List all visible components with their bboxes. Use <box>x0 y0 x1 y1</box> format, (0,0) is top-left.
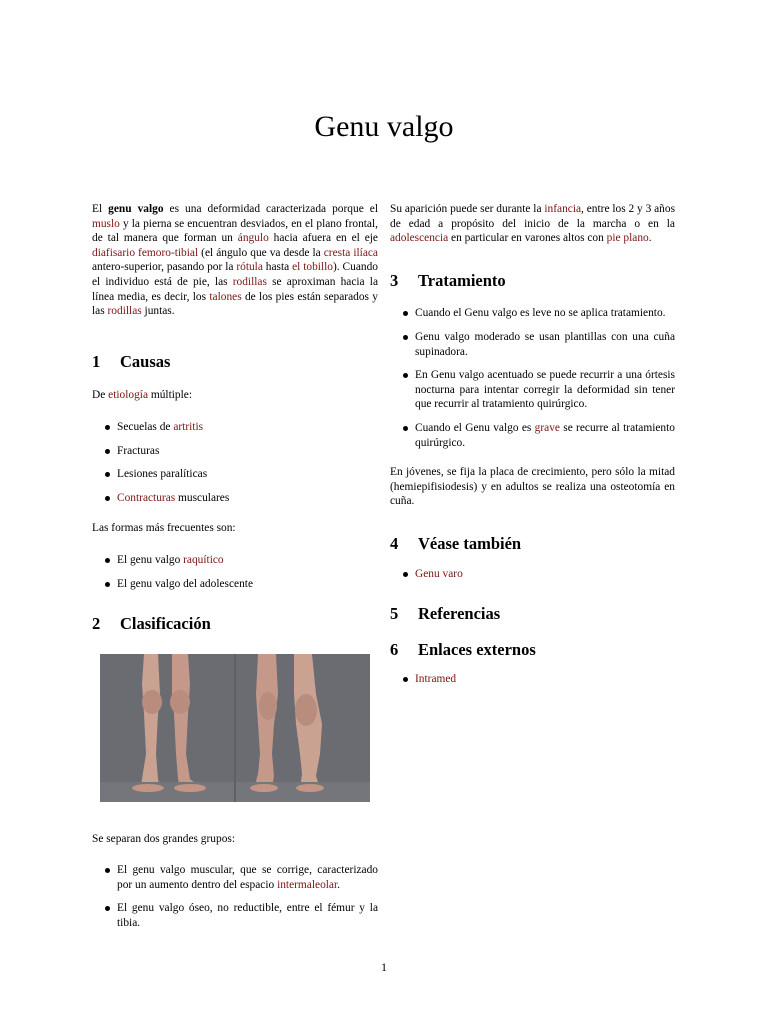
legs-image-left <box>100 654 234 802</box>
list-item <box>92 553 378 568</box>
wiki-link[interactable]: cresta ilíaca <box>323 246 378 259</box>
text-run: Cuando el Genu valgo es <box>415 421 535 434</box>
bullet-icon <box>105 906 110 911</box>
list-item <box>92 863 378 892</box>
bullet-icon <box>403 373 408 378</box>
list-item <box>92 577 378 592</box>
text-run: se recurre al tratamiento quirúrgico. <box>415 421 675 449</box>
section-heading-causas <box>92 351 378 371</box>
text-run: musculares <box>175 491 230 504</box>
vease-list <box>390 567 675 582</box>
page-number: 1 <box>381 960 387 974</box>
section-title: Véase también <box>418 533 522 553</box>
text-run: y la pierna se encuentran desviados, en el plano frontal, de tal manera que forman un <box>92 217 378 245</box>
section-title: Causas <box>120 351 171 371</box>
wiki-link[interactable]: muslo <box>92 217 120 230</box>
text-run: El genu valgo óseo, no reductible, entre el fémur y la tibia. <box>117 902 378 930</box>
section-number: 6 <box>390 639 399 659</box>
text-run: juntas. <box>141 305 175 318</box>
text-run: El <box>92 203 109 215</box>
wiki-link[interactable]: ángulo <box>237 232 269 245</box>
bullet-icon <box>105 558 110 563</box>
wiki-link[interactable]: Contracturas <box>117 491 176 504</box>
legs-photo <box>100 654 370 802</box>
text-run: Lesiones paralíticas <box>117 468 208 481</box>
bullet-icon <box>403 335 408 340</box>
bullet-icon <box>403 677 408 682</box>
text-run: Su aparición puede ser durante la <box>390 203 545 215</box>
wiki-link[interactable]: raquítico <box>183 553 224 566</box>
list-item <box>390 421 675 450</box>
list-item <box>92 901 378 930</box>
section-number: 1 <box>92 351 101 371</box>
wiki-link[interactable]: infancia <box>544 203 582 215</box>
section-title: Clasificación <box>120 614 211 634</box>
wiki-link[interactable]: diafisario femoro-tibial <box>92 246 199 259</box>
enlaces-list <box>390 672 675 687</box>
clasificacion-lead: Se separan dos grandes grupos: <box>92 832 235 845</box>
list-item <box>390 567 675 582</box>
wiki-link[interactable]: rodillas <box>107 305 142 318</box>
wiki-link[interactable]: talones <box>209 290 242 303</box>
list-item <box>390 672 675 687</box>
text-run: El genu valgo muscular, que se corrige, caracterizado por un aumento dentro del espacio <box>117 864 378 891</box>
bullet-icon <box>105 582 110 587</box>
frecuentes-list <box>92 553 378 591</box>
list-item <box>92 420 378 435</box>
text-run: (el ángulo que va desde la <box>198 246 324 259</box>
text-run: En Genu valgo acentuado se puede recurrir a una órtesis nocturna para intentar corregir la deformidad sin tener que recurrir al tratamiento quirúrgico. <box>415 369 675 411</box>
section-heading-vease <box>390 533 675 553</box>
section-number: 4 <box>390 533 399 553</box>
right-column <box>390 202 675 696</box>
section-heading-clasificacion <box>92 614 378 634</box>
text-run: , entre los 2 y 3 años de edad a propósito del inicio de la marcha o en la <box>390 203 676 230</box>
wiki-link[interactable]: grave <box>534 421 560 434</box>
causas-list <box>92 420 378 505</box>
bullet-icon <box>105 496 110 501</box>
intro-paragraph <box>92 202 378 319</box>
text-run: ). Cuando el individuo está de pie, las <box>92 261 378 288</box>
wiki-link[interactable]: el tobillo <box>292 261 333 274</box>
text-run: . <box>648 232 652 245</box>
causas-lead <box>92 388 378 403</box>
text-run: se aproximan hacia la línea media, es decir, los <box>92 275 378 303</box>
wiki-link[interactable]: Genu varo <box>415 567 463 580</box>
bullet-icon <box>105 425 110 430</box>
section-number: 5 <box>390 604 399 624</box>
section-number: 3 <box>390 270 399 290</box>
wiki-link[interactable]: Intramed <box>415 673 457 686</box>
text-run: hasta <box>262 261 293 274</box>
clasificacion-list <box>92 863 378 930</box>
frecuentes-lead: Las formas más frecuentes son: <box>92 522 236 535</box>
bullet-icon <box>105 449 110 454</box>
left-column <box>92 202 378 940</box>
text-run: El genu valgo <box>117 553 184 566</box>
list-item <box>92 491 378 506</box>
text-run: . <box>337 878 341 891</box>
text-run: múltiple: <box>148 389 192 402</box>
list-item <box>390 368 675 412</box>
text-run: Fracturas <box>117 444 160 457</box>
text-run: El genu valgo del adolescente <box>117 577 254 590</box>
tratamiento-after: En jóvenes, se fija la placa de crecimiento, pero sólo la mitad (hemiepifisiodesis) y en adultos se realiza una osteotomía en cuña. <box>390 466 675 508</box>
wiki-link[interactable]: pie plano <box>606 232 649 245</box>
text-run: en particular en varones altos con <box>448 232 607 245</box>
section-title: Enlaces externos <box>418 639 536 659</box>
page-title: Genu valgo <box>314 110 454 143</box>
wiki-link[interactable]: artritis <box>173 420 204 433</box>
text-run: Secuelas de <box>117 420 174 433</box>
aparicion-paragraph <box>390 202 675 246</box>
wiki-link[interactable]: intermaleolar <box>277 878 338 891</box>
text-run: es una deformidad caracterizada porque el <box>163 203 378 215</box>
bullet-icon <box>403 311 408 316</box>
text-run: Genu valgo moderado se usan plantillas con una cuña supinadora. <box>415 330 675 358</box>
list-item <box>390 306 675 321</box>
wiki-link[interactable]: rodillas <box>232 275 267 288</box>
bullet-icon <box>105 472 110 477</box>
bullet-icon <box>403 572 408 577</box>
tratamiento-list <box>390 306 675 450</box>
wiki-link[interactable]: etiología <box>108 389 148 402</box>
wiki-link[interactable]: rótula <box>236 261 263 274</box>
list-item <box>92 444 378 459</box>
bullet-icon <box>403 426 408 431</box>
section-heading-referencias <box>390 604 675 624</box>
text-run: Cuando el Genu valgo es leve no se aplica tratamiento. <box>415 307 666 320</box>
section-number: 2 <box>92 614 101 634</box>
legs-image-right <box>236 654 370 802</box>
wiki-link[interactable]: adolescencia <box>390 232 449 245</box>
section-heading-tratamiento <box>390 270 675 290</box>
bold-term: genu valgo <box>108 203 164 215</box>
text-run: hacia afuera en el eje <box>268 232 378 245</box>
section-heading-enlaces <box>390 639 675 659</box>
bullet-icon <box>105 868 110 873</box>
list-item <box>92 467 378 482</box>
text-run: De <box>92 389 109 402</box>
list-item <box>390 330 675 359</box>
section-title: Tratamiento <box>418 270 506 290</box>
text-run: de los pies están separados y las <box>92 290 378 318</box>
section-title: Referencias <box>418 604 501 624</box>
text-run: antero-superior, pasando por la <box>92 261 237 274</box>
